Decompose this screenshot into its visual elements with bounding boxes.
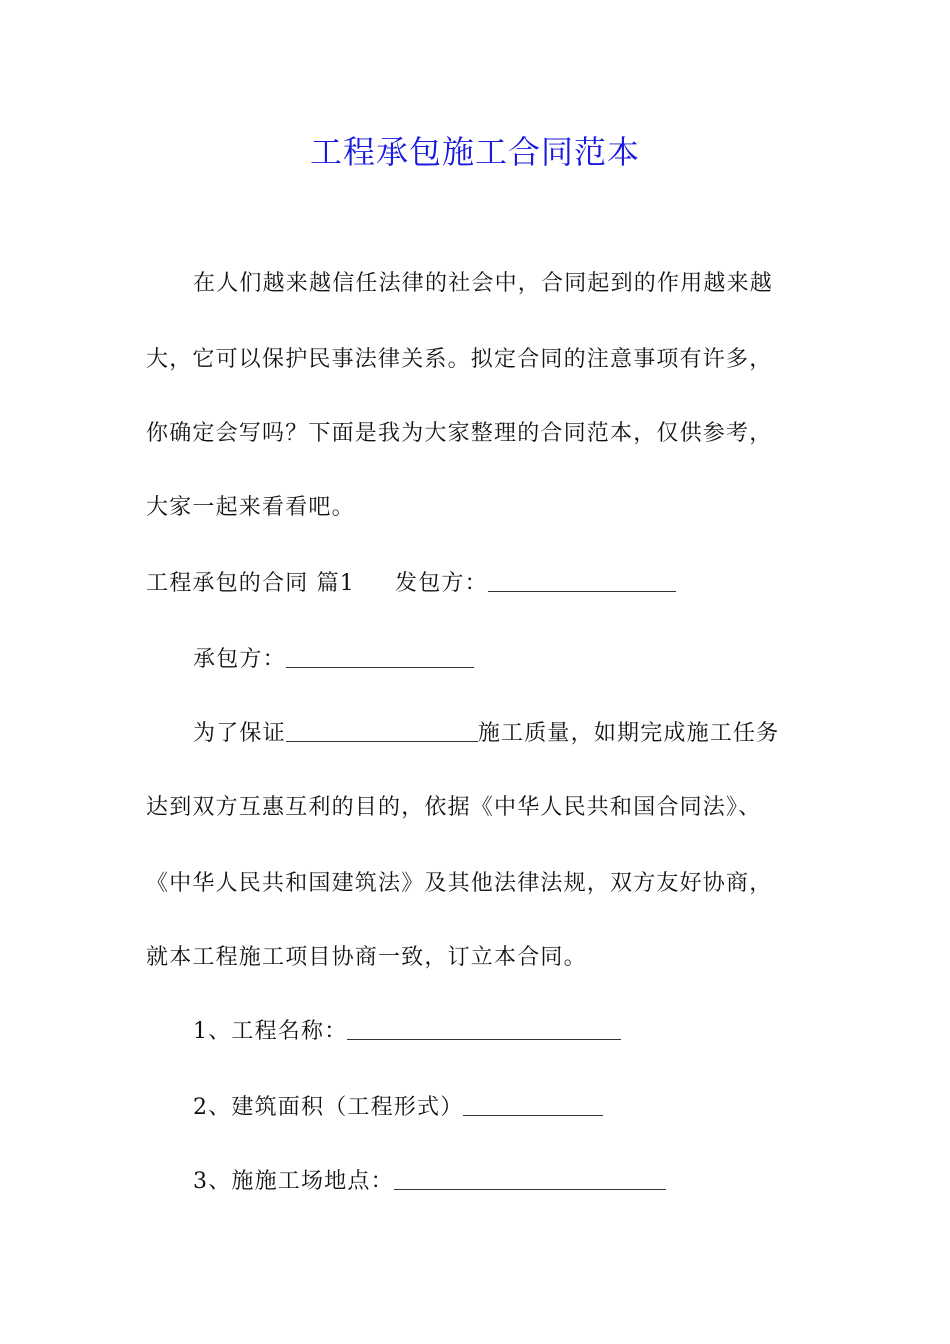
party-b-label: 承包方： <box>193 647 286 672</box>
item-building-area-label: 2、建筑面积（工程形式） <box>193 1095 464 1120</box>
project-blank <box>286 719 478 742</box>
purpose-first-line <box>193 718 779 750</box>
item-site-location-label: 3、施施工场地点： <box>193 1169 394 1194</box>
site-location-blank <box>394 1167 666 1190</box>
item-building-area <box>193 1092 603 1124</box>
purpose-line-3: 《中华人民共和国建筑法》及其他法律法规，双方友好协商， <box>146 871 773 896</box>
party-a-blank <box>488 569 676 592</box>
purpose-line-4: 就本工程施工项目协商一致，订立本合同。 <box>146 945 587 970</box>
party-b-row <box>193 644 474 676</box>
purpose-suffix: 施工质量，如期完成施工任务 <box>477 721 780 746</box>
section-heading-row <box>146 568 676 600</box>
section-heading: 工程承包的合同 篇1 <box>146 571 355 596</box>
purpose-line-2: 达到双方互惠互利的目的，依据《中华人民共和国合同法》、 <box>146 795 762 820</box>
purpose-prefix: 为了保证 <box>193 721 286 746</box>
party-b-blank <box>286 645 474 668</box>
intro-line-1: 在人们越来越信任法律的社会中，合同起到的作用越来越 <box>193 271 774 296</box>
item-project-name <box>193 1016 621 1048</box>
intro-line-4: 大家一起来看看吧。 <box>146 495 355 520</box>
building-area-blank <box>463 1093 603 1116</box>
document-title: 工程承包施工合同范本 <box>309 133 640 171</box>
project-name-blank <box>347 1017 621 1040</box>
item-site-location <box>193 1166 666 1198</box>
party-a-label: 发包方： <box>395 571 488 596</box>
item-project-name-label: 1、工程名称： <box>193 1019 348 1044</box>
intro-line-2: 大，它可以保护民事法律关系。拟定合同的注意事项有许多， <box>146 347 773 372</box>
intro-line-3: 你确定会写吗？下面是我为大家整理的合同范本，仅供参考， <box>146 421 773 446</box>
